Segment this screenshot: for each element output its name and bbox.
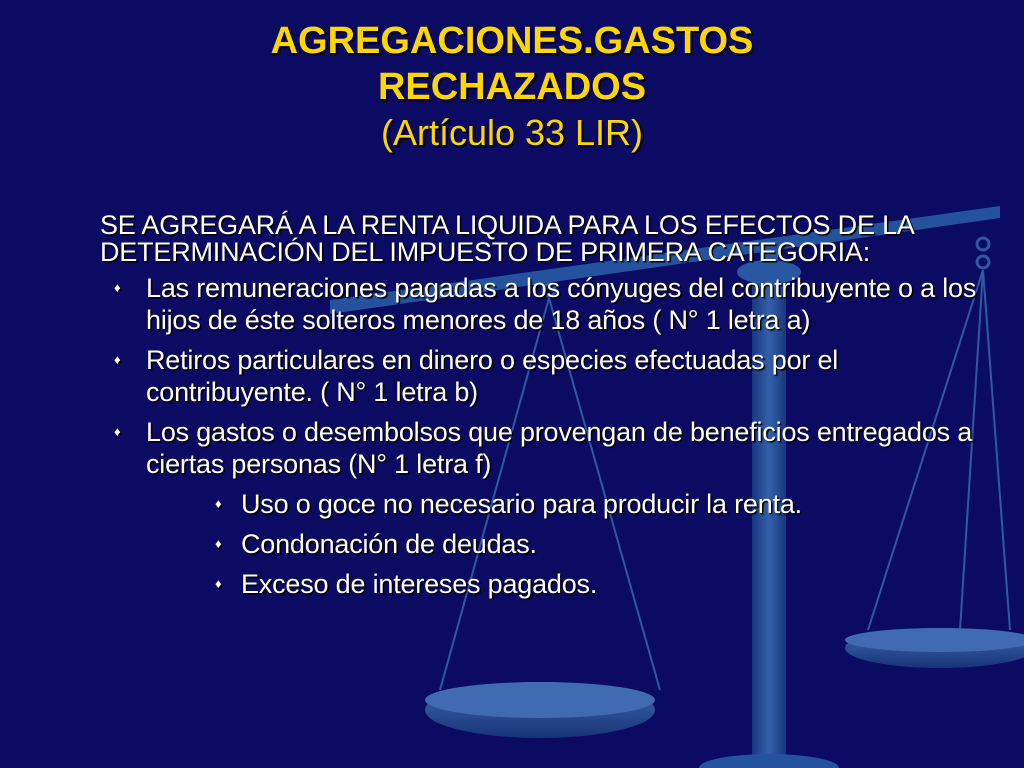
diamond-bullet-icon: ♦ [114, 424, 121, 439]
sub-bullet-item [100, 568, 980, 600]
diamond-bullet-icon: ♦ [215, 576, 222, 591]
diamond-bullet-icon: ♦ [114, 280, 121, 295]
bullet-item [100, 416, 980, 480]
diamond-bullet-icon: ♦ [114, 352, 121, 367]
diamond-bullet-icon: ♦ [215, 536, 222, 551]
sub-bullet-item [100, 528, 980, 560]
bullet-text: Las remuneraciones pagadas a los cónyuges del contribuyente o a los hijos de éste solteros menores de 18 años ( N° 1 letra a) [146, 273, 977, 335]
intro-text: SE AGREGARÁ A LA RENTA LIQUIDA PARA LOS EFECTOS DE LA DETERMINACIÓN DEL IMPUESTO DE PRIMERA CATEGORIA: [100, 210, 914, 267]
diamond-bullet-icon: ♦ [215, 496, 222, 511]
sub-bullet-text: Condonación de deudas. [241, 529, 537, 559]
title-subtitle: (Artículo 33 LIR) [380, 112, 644, 153]
slide-title [0, 18, 1024, 156]
sub-bullet-text: Exceso de intereses pagados. [241, 569, 598, 599]
title-line-2: RECHAZADOS [377, 66, 647, 108]
bullet-text: Los gastos o desembolsos que provengan de beneficios entregados a ciertas personas (N° 1 letra f) [146, 417, 973, 479]
slide-content [100, 212, 980, 608]
bullet-item [100, 272, 980, 336]
bullet-item [100, 344, 980, 408]
title-line-1: AGREGACIONES.GASTOS [270, 20, 754, 62]
sub-bullet-item [100, 488, 980, 520]
sub-bullet-text: Uso o goce no necesario para producir la renta. [241, 489, 802, 519]
bullet-text: Retiros particulares en dinero o especies efectuadas por el contribuyente. ( N° 1 letra b) [146, 345, 839, 407]
